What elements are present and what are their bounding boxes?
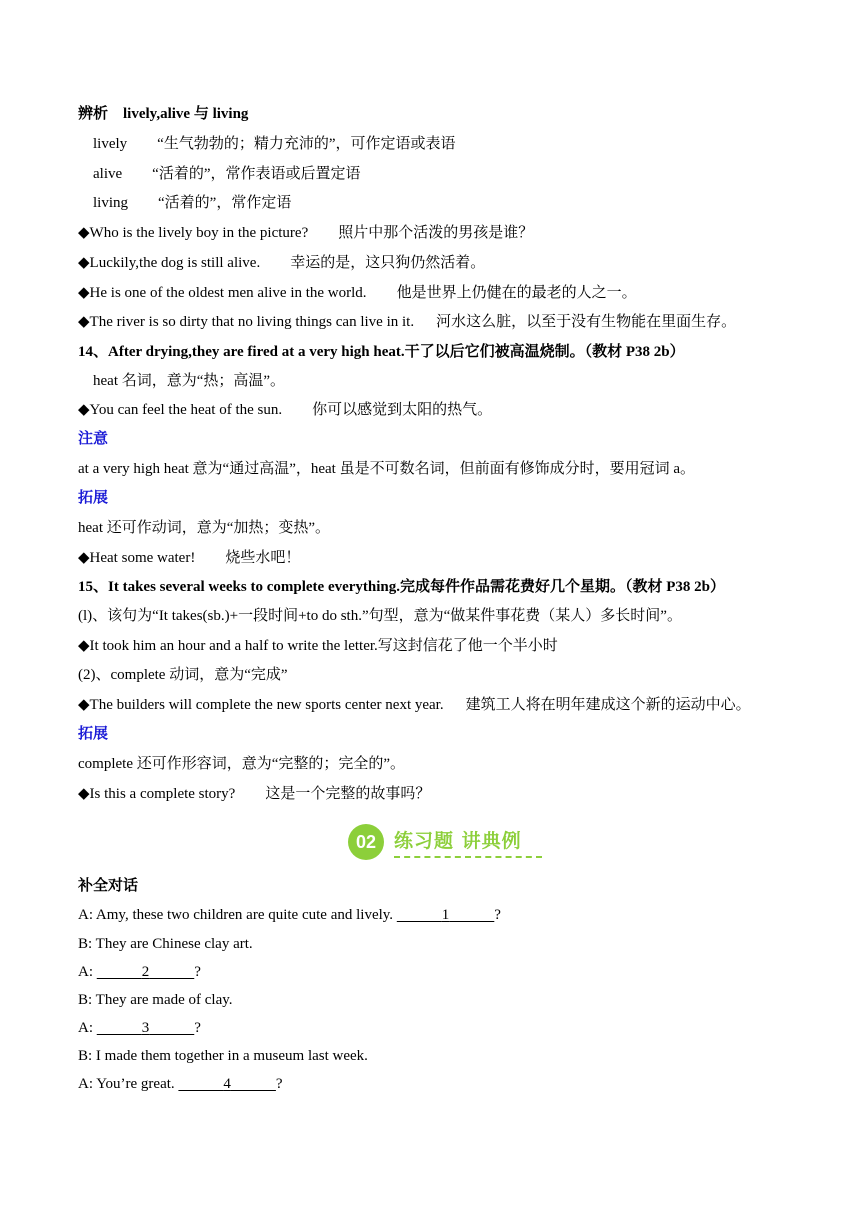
definition-living: living “活着的”，常作定语 — [93, 195, 292, 211]
example-sentence: ◆Who is the lively boy in the picture? 照片中那个活泼的男孩是谁？ — [78, 225, 534, 241]
note-text: at a very high heat 意为“通过高温”，heat 虽是不可数名词，但前面有修饰成分时，要用冠词 a。 — [78, 461, 695, 477]
example-sentence: ◆It took him an hour and a half to write the letter.写这封信花了他一个半小时 — [78, 638, 558, 654]
item-15-heading: 15、It takes several weeks to complete everything.完成每件作品需花费好几个星期。（教材 P38 2b） — [78, 579, 726, 595]
dialog-line: B: They are made of clay. — [78, 992, 233, 1008]
dialog-line: A: 2 ? — [78, 964, 201, 980]
dialog-line: A: 3 ? — [78, 1020, 201, 1036]
example-sentence: ◆You can feel the heat of the sun. 你可以感觉到太阳的热气。 — [78, 402, 493, 418]
dialog-line: A: You’re great. 4 ? — [78, 1076, 283, 1092]
dialog-line: B: They are Chinese clay art. — [78, 936, 253, 952]
extension-text: complete 还可作形容词，意为“完整的；完全的”。 — [78, 756, 406, 772]
badge-underline — [394, 856, 542, 858]
example-sentence: ◆Heat some water! 烧些水吧！ — [78, 550, 301, 566]
item-14-heading: 14、After drying,they are fired at a very high heat.干了以后它们被高温烧制。（教材 P38 2b） — [78, 344, 685, 360]
example-sentence: ◆The river is so dirty that no living things can live in it. 河水这么脏，以至于没有生物能在里面生存。 — [78, 314, 737, 330]
badge-number: 02 — [348, 824, 384, 860]
answer-blank[interactable]: 3 — [141, 1020, 150, 1036]
extension-label: 拓展 — [78, 726, 109, 742]
example-sentence: ◆The builders will complete the new sports center next year. 建筑工人将在明年建成这个新的运动中心。 — [78, 697, 751, 713]
definition-alive: alive “活着的”，常作表语或后置定语 — [93, 166, 361, 182]
example-sentence: ◆He is one of the oldest men alive in the world. 他是世界上仍健在的最老的人之一。 — [78, 285, 637, 301]
section-badge — [348, 824, 543, 860]
explanation: (l)、该句为“It takes(sb.)+一段时间+to do sth.”句型，意为“做某件事花费（某人）多长时间”。 — [78, 608, 682, 624]
badge-title: 练习题 讲典例 — [394, 830, 522, 852]
extension-text: heat 还可作动词，意为“加热；变热”。 — [78, 520, 331, 536]
note-label: 注意 — [78, 431, 109, 447]
extension-label: 拓展 — [78, 490, 109, 506]
dialog-line: B: I made them together in a museum last week. — [78, 1048, 368, 1064]
section-heading: 辨析 lively,alive 与 living — [78, 106, 249, 122]
answer-blank[interactable]: 2 — [141, 964, 150, 980]
exercise-heading: 补全对话 — [78, 878, 139, 894]
example-sentence: ◆Luckily,the dog is still alive. 幸运的是，这只狗仍然活着。 — [78, 255, 486, 271]
example-sentence: ◆Is this a complete story? 这是一个完整的故事吗？ — [78, 786, 431, 802]
dialog-line: A: Amy, these two children are quite cute and lively. 1 ? — [78, 907, 501, 923]
answer-blank[interactable]: 4 — [223, 1076, 231, 1092]
answer-blank[interactable]: 1 — [441, 907, 450, 923]
definition-lively: lively “生气勃勃的；精力充沛的”，可作定语或表语 — [93, 136, 456, 152]
explanation: heat 名词，意为“热；高温”。 — [93, 373, 286, 389]
explanation: (2)、complete 动词，意为“完成” — [78, 667, 288, 683]
